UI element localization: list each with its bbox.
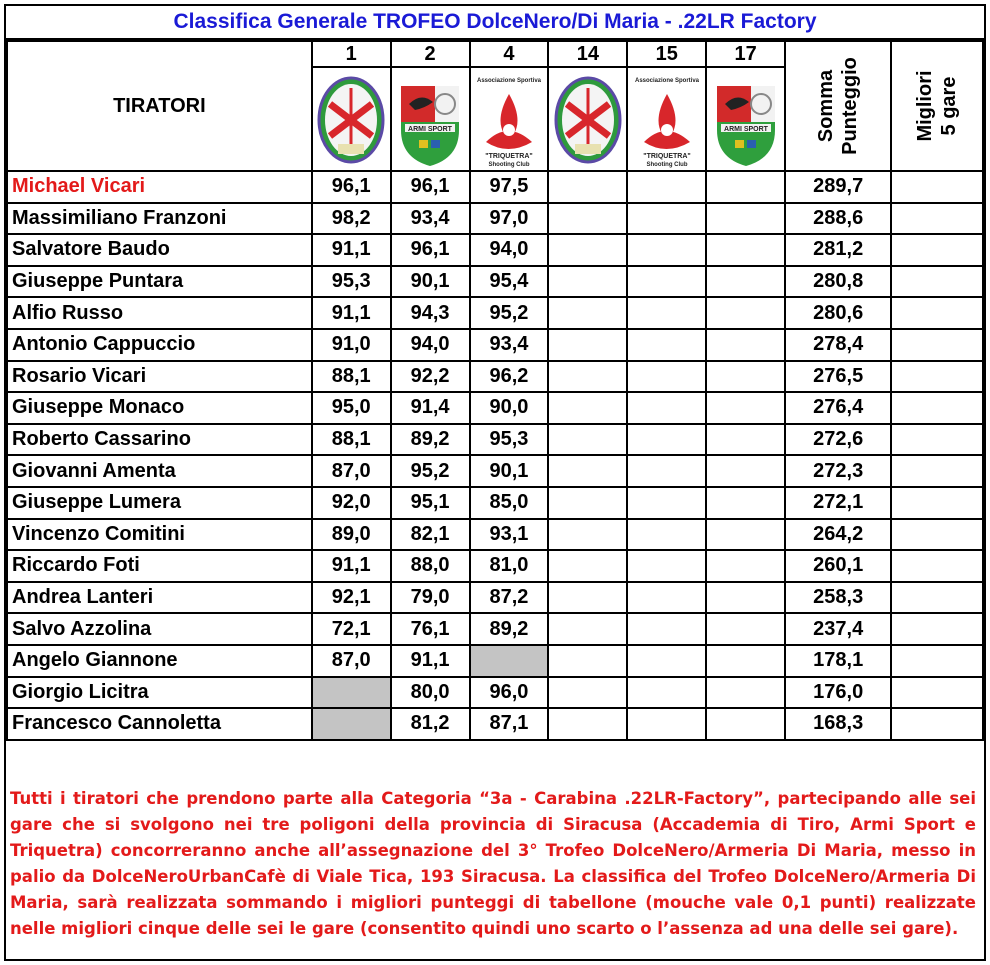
- race-score: [548, 361, 627, 393]
- somma-score: 288,6: [785, 203, 891, 235]
- race-score: [470, 645, 549, 677]
- race-score: [627, 613, 706, 645]
- race-number: 1: [313, 42, 390, 68]
- race-score: [548, 266, 627, 298]
- migliori-score: [891, 550, 983, 582]
- somma-score: 276,4: [785, 392, 891, 424]
- somma-score: 260,1: [785, 550, 891, 582]
- race-score: [706, 455, 785, 487]
- race-score: 96,1: [391, 171, 470, 203]
- shooter-name: Antonio Cappuccio: [7, 329, 312, 361]
- race-score: 94,3: [391, 297, 470, 329]
- race-score: [627, 424, 706, 456]
- shooter-name: Alfio Russo: [7, 297, 312, 329]
- race-score: [548, 677, 627, 709]
- spacer-row: [7, 740, 983, 744]
- shooter-name: Giuseppe Puntara: [7, 266, 312, 298]
- triquetra-logo-icon: [474, 74, 544, 170]
- race-score: [312, 677, 391, 709]
- race-score: [627, 645, 706, 677]
- race-score: [706, 550, 785, 582]
- race-score: 90,1: [391, 266, 470, 298]
- race-score: [706, 645, 785, 677]
- race-score: [706, 329, 785, 361]
- race-score: [548, 519, 627, 551]
- shooter-name: Angelo Giannone: [7, 645, 312, 677]
- race-score: 88,1: [312, 424, 391, 456]
- shooter-name: Roberto Cassarino: [7, 424, 312, 456]
- race-number: 17: [707, 42, 784, 68]
- race-score: [548, 613, 627, 645]
- race-score: [627, 297, 706, 329]
- shooter-name: Salvatore Baudo: [7, 234, 312, 266]
- race-score: [627, 329, 706, 361]
- race-score: [627, 361, 706, 393]
- table-row: [7, 171, 983, 203]
- table-row: [7, 613, 983, 645]
- eagle-shield-logo-icon: [395, 74, 465, 170]
- race-score: [706, 171, 785, 203]
- somma-score: 237,4: [785, 613, 891, 645]
- race-score: [548, 424, 627, 456]
- race-score: 92,0: [312, 487, 391, 519]
- race-score: [548, 392, 627, 424]
- race-score: [706, 708, 785, 740]
- race-score: [627, 455, 706, 487]
- table-row: [7, 582, 983, 614]
- race-score: [627, 234, 706, 266]
- tiratori-header: TIRATORI: [7, 41, 312, 171]
- race-score: 94,0: [391, 329, 470, 361]
- race-score: [706, 582, 785, 614]
- header-row: [7, 41, 983, 171]
- shield-logo-icon: [316, 74, 386, 170]
- race-header: [706, 41, 785, 171]
- race-score: 91,0: [312, 329, 391, 361]
- race-number: 4: [471, 42, 548, 68]
- shooter-name: Francesco Cannoletta: [7, 708, 312, 740]
- migliori-label: Migliori: [914, 70, 937, 142]
- race-score: 96,2: [470, 361, 549, 393]
- table-row: [7, 266, 983, 298]
- race-score: 91,1: [312, 297, 391, 329]
- race-score: 87,2: [470, 582, 549, 614]
- logo-top-text: Associazione Sportiva: [634, 78, 699, 84]
- migliori-score: [891, 171, 983, 203]
- somma-score: 272,6: [785, 424, 891, 456]
- standings-table: [6, 40, 984, 744]
- somma-score: 264,2: [785, 519, 891, 551]
- race-score: [548, 708, 627, 740]
- migliori-score: [891, 234, 983, 266]
- somma-score: 272,1: [785, 487, 891, 519]
- somma-score: 168,3: [785, 708, 891, 740]
- race-score: 91,1: [312, 234, 391, 266]
- migliori-score: [891, 613, 983, 645]
- logo-subcaption: Shooting Club: [488, 162, 530, 168]
- table-row: [7, 234, 983, 266]
- race-score: [627, 519, 706, 551]
- table-row: [7, 203, 983, 235]
- shooter-name: Giuseppe Monaco: [7, 392, 312, 424]
- race-score: [627, 392, 706, 424]
- race-score: [627, 582, 706, 614]
- race-score: 92,2: [391, 361, 470, 393]
- race-score: 89,0: [312, 519, 391, 551]
- race-score: [548, 455, 627, 487]
- table-row: [7, 708, 983, 740]
- race-score: [706, 392, 785, 424]
- race-score: [627, 171, 706, 203]
- migliori-score: [891, 455, 983, 487]
- race-score: 72,1: [312, 613, 391, 645]
- race-score: 96,1: [391, 234, 470, 266]
- race-score: 95,4: [470, 266, 549, 298]
- race-score: [627, 203, 706, 235]
- race-score: [548, 234, 627, 266]
- race-score: 94,0: [470, 234, 549, 266]
- race-header: [548, 41, 627, 171]
- race-header: [312, 41, 391, 171]
- race-score: 93,4: [470, 329, 549, 361]
- race-score: 98,2: [312, 203, 391, 235]
- logo-caption: "TRIQUETRA": [643, 153, 691, 160]
- race-score: 95,2: [470, 297, 549, 329]
- migliori-score: [891, 677, 983, 709]
- race-score: [548, 645, 627, 677]
- migliori-score: [891, 424, 983, 456]
- race-score: 76,1: [391, 613, 470, 645]
- rules-note: Tutti i tiratori che prendono parte alla Categoria “3a - Carabina .22LR-Factory”, partecipando alle sei gare che si svolgono nei tre poligoni della provincia di Siracusa (Accademia di Tiro, Armi Sport e Triquetra) concorreranno anche all’assegnazione del 3° Trofeo DolceNero/Armeria Di Maria, messo in palio da DolceNeroUrbanCafè di Viale Tica, 193 Siracusa. La classifica del Trofeo DolceNero/Armeria Di Maria, sarà realizzata sommando i migliori punteggi di tabellone (mouche vale 0,1 punti) realizzate nelle migliori cinque delle sei le gare (consentito quindi uno scarto o l’assenza ad una delle sei gare).: [10, 789, 976, 938]
- table-row: [7, 455, 983, 487]
- migliori-header: [891, 41, 983, 171]
- table-row: [7, 297, 983, 329]
- race-score: [706, 234, 785, 266]
- migliori-score: [891, 329, 983, 361]
- race-score: 89,2: [470, 613, 549, 645]
- race-score: [548, 297, 627, 329]
- race-score: [706, 297, 785, 329]
- migliori-score: [891, 645, 983, 677]
- race-score: [627, 487, 706, 519]
- race-score: 89,2: [391, 424, 470, 456]
- somma-header: [785, 41, 891, 171]
- race-score: 82,1: [391, 519, 470, 551]
- somma-score: 276,5: [785, 361, 891, 393]
- shooter-name: Massimiliano Franzoni: [7, 203, 312, 235]
- somma-score: 278,4: [785, 329, 891, 361]
- race-score: 97,5: [470, 171, 549, 203]
- race-score: 81,0: [470, 550, 549, 582]
- shooter-name: Giorgio Licitra: [7, 677, 312, 709]
- race-score: 96,1: [312, 171, 391, 203]
- somma-score: 178,1: [785, 645, 891, 677]
- logo-caption: ARMI SPORT: [723, 126, 768, 133]
- race-score: 88,1: [312, 361, 391, 393]
- race-score: 97,0: [470, 203, 549, 235]
- table-row: [7, 392, 983, 424]
- race-score: 90,1: [470, 455, 549, 487]
- race-number: 14: [549, 42, 626, 68]
- migliori-score: [891, 519, 983, 551]
- race-score: [706, 613, 785, 645]
- race-score: 92,1: [312, 582, 391, 614]
- race-score: [548, 550, 627, 582]
- migliori-score: [891, 297, 983, 329]
- shooter-name: Michael Vicari: [7, 171, 312, 203]
- race-score: 95,3: [312, 266, 391, 298]
- table-row: [7, 424, 983, 456]
- race-score: [706, 677, 785, 709]
- race-score: 87,0: [312, 455, 391, 487]
- migliori-score: [891, 361, 983, 393]
- race-score: [627, 550, 706, 582]
- somma-score: 280,6: [785, 297, 891, 329]
- logo-top-text: Associazione Sportiva: [476, 78, 541, 84]
- race-score: 96,0: [470, 677, 549, 709]
- race-header: [391, 41, 470, 171]
- race-header: [627, 41, 706, 171]
- cinque-gare-label: 5 gare: [938, 76, 961, 136]
- race-number: 15: [628, 42, 705, 68]
- race-score: [706, 424, 785, 456]
- somma-score: 176,0: [785, 677, 891, 709]
- standings-rows: [7, 171, 983, 744]
- shooter-name: Rosario Vicari: [7, 361, 312, 393]
- race-score: [312, 708, 391, 740]
- table-row: [7, 487, 983, 519]
- shooter-name: Salvo Azzolina: [7, 613, 312, 645]
- race-score: [548, 582, 627, 614]
- migliori-score: [891, 708, 983, 740]
- race-score: 91,4: [391, 392, 470, 424]
- table-row: [7, 361, 983, 393]
- race-score: [627, 677, 706, 709]
- race-score: 81,2: [391, 708, 470, 740]
- somma-score: 280,8: [785, 266, 891, 298]
- race-score: 85,0: [470, 487, 549, 519]
- race-score: [548, 487, 627, 519]
- table-row: [7, 329, 983, 361]
- race-score: 80,0: [391, 677, 470, 709]
- migliori-score: [891, 582, 983, 614]
- somma-score: 289,7: [785, 171, 891, 203]
- punteggio-label: Punteggio: [839, 57, 862, 155]
- race-score: 93,4: [391, 203, 470, 235]
- shield-logo-icon: [553, 74, 623, 170]
- somma-score: 258,3: [785, 582, 891, 614]
- race-score: 95,2: [391, 455, 470, 487]
- triquetra-logo-icon: [632, 74, 702, 170]
- logo-caption: "TRIQUETRA": [485, 153, 533, 160]
- race-header: [470, 41, 549, 171]
- standings-sheet: [4, 4, 986, 961]
- race-score: [706, 203, 785, 235]
- race-score: 91,1: [312, 550, 391, 582]
- race-score: 95,3: [470, 424, 549, 456]
- race-score: [548, 171, 627, 203]
- logo-caption: ARMI SPORT: [408, 126, 453, 133]
- shooter-name: Riccardo Foti: [7, 550, 312, 582]
- migliori-score: [891, 203, 983, 235]
- race-score: [706, 487, 785, 519]
- table-row: [7, 550, 983, 582]
- migliori-score: [891, 266, 983, 298]
- migliori-score: [891, 487, 983, 519]
- logo-subcaption: Shooting Club: [646, 162, 688, 168]
- race-score: [706, 361, 785, 393]
- somma-score: 272,3: [785, 455, 891, 487]
- race-score: 95,0: [312, 392, 391, 424]
- race-score: 93,1: [470, 519, 549, 551]
- page-title: Classifica Generale TROFEO DolceNero/Di Maria - .22LR Factory: [6, 6, 984, 40]
- race-score: [627, 266, 706, 298]
- race-score: [548, 203, 627, 235]
- shooter-name: Giovanni Amenta: [7, 455, 312, 487]
- race-score: 88,0: [391, 550, 470, 582]
- race-score: 95,1: [391, 487, 470, 519]
- race-score: 87,0: [312, 645, 391, 677]
- eagle-shield-logo-icon: [711, 74, 781, 170]
- race-score: 87,1: [470, 708, 549, 740]
- migliori-score: [891, 392, 983, 424]
- race-score: [627, 708, 706, 740]
- somma-score: 281,2: [785, 234, 891, 266]
- shooter-name: Vincenzo Comitini: [7, 519, 312, 551]
- table-row: [7, 645, 983, 677]
- race-score: 91,1: [391, 645, 470, 677]
- race-score: [706, 519, 785, 551]
- race-score: [706, 266, 785, 298]
- shooter-name: Giuseppe Lumera: [7, 487, 312, 519]
- race-score: 79,0: [391, 582, 470, 614]
- race-score: [548, 329, 627, 361]
- table-row: [7, 519, 983, 551]
- race-score: 90,0: [470, 392, 549, 424]
- table-row: [7, 677, 983, 709]
- shooter-name: Andrea Lanteri: [7, 582, 312, 614]
- race-number: 2: [392, 42, 469, 68]
- somma-label: Somma: [815, 69, 838, 143]
